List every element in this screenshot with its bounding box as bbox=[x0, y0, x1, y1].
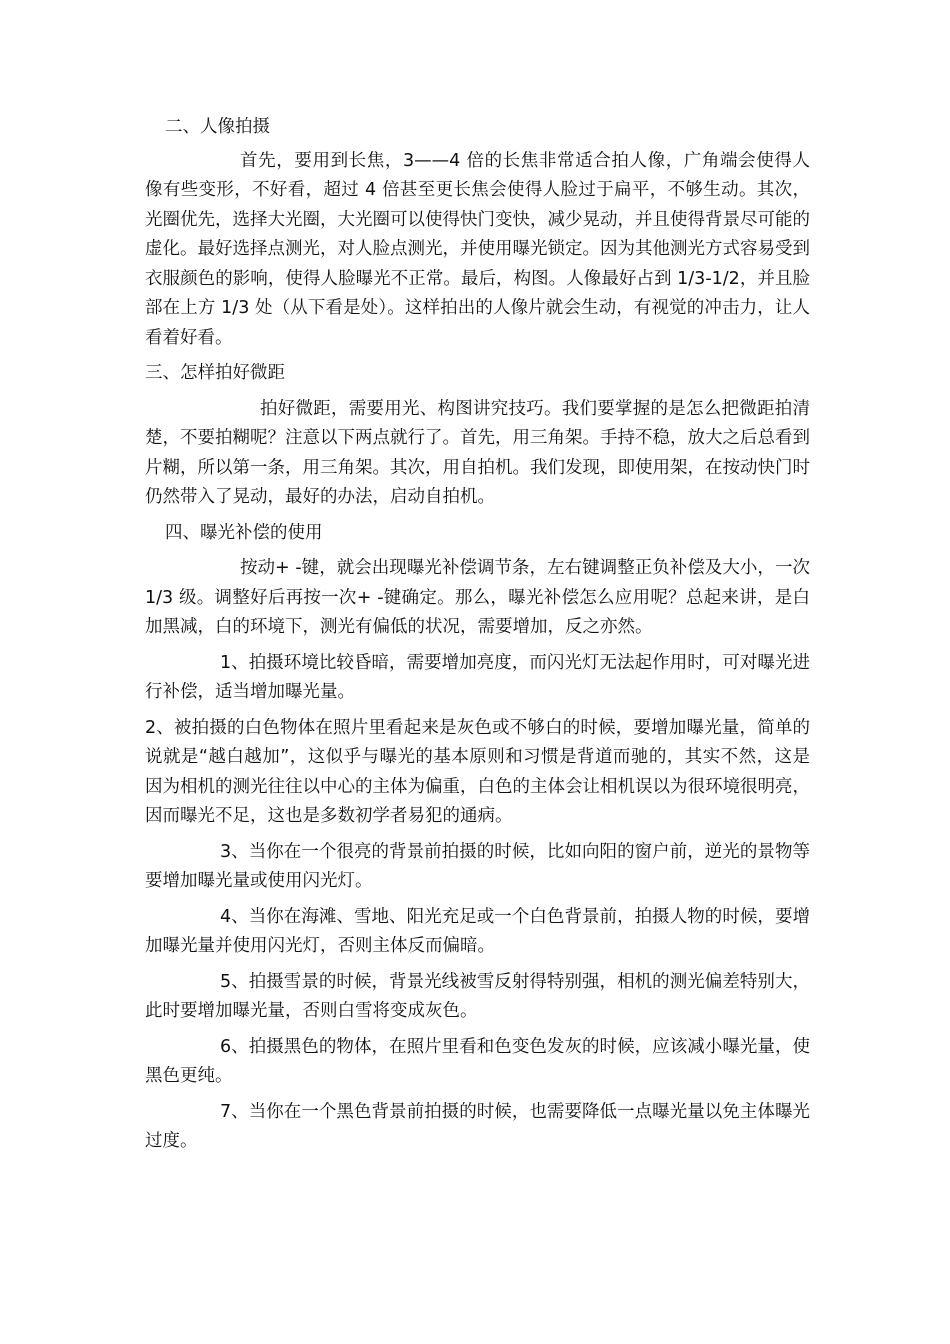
list-item-exposure-3: 3、当你在一个很亮的背景前拍摄的时候，比如向阳的窗户前，逆光的景物等要增加曝光量或使用闪光灯。 bbox=[145, 841, 810, 891]
list-item-exposure-1: 1、拍摄环境比较昏暗，需要增加亮度，而闪光灯无法起作用时，可对曝光进行补偿，适当增加曝光量。 bbox=[145, 652, 810, 702]
paragraph-macro: 拍好微距，需要用光、构图讲究技巧。我们要掌握的是怎么把微距拍清楚，不要拍糊呢？注意以下两点就行了。首先，用三角架。手持不稳，放大之后总看到片糊，所以第一条，用三角架。其次，用自拍机。我们发现，即使用架，在按动快门时仍然带入了晃动，最好的办法，启动自拍机。 bbox=[145, 398, 810, 507]
paragraph-exposure-intro: 按动+ -键，就会出现曝光补偿调节条，左右键调整正负补偿及大小，一次 1/3 级。调整好后再按一次+ -键确定。那么，曝光补偿怎么应用呢？总起来讲，是白加黑减，白的环境下，测光有偏低的状况，需要增加，反之亦然。 bbox=[145, 558, 810, 637]
list-item-exposure-4: 4、当你在海滩、雪地、阳光充足或一个白色背景前，拍摄人物的时候，要增加曝光量并使用闪光灯，否则主体反而偏暗。 bbox=[145, 906, 810, 956]
list-item-exposure-5: 5、拍摄雪景的时候，背景光线被雪反射得特别强，相机的测光偏差特别大，此时要增加曝光量，否则白雪将变成灰色。 bbox=[145, 971, 810, 1021]
list-item-exposure-7: 7、当你在一个黑色背景前拍摄的时候，也需要降低一点曝光量以免主体曝光过度。 bbox=[145, 1101, 810, 1151]
list-item-exposure-2: 2、被拍摄的白色物体在照片里看起来是灰色或不够白的时候，要增加曝光量，简单的说就是“越白越加”，这似乎与曝光的基本原则和习惯是背道而驰的，其实不然，这是因为相机的测光往往以中心的主体为偏重，白色的主体会让相机误以为很环境很明亮，因而曝光不足，这也是多数初学者易犯的通病。 bbox=[145, 717, 810, 826]
section-heading-portrait: 二、人像拍摄 bbox=[165, 117, 270, 137]
section-heading-exposure: 四、曝光补偿的使用 bbox=[165, 522, 323, 543]
section-heading-macro: 三、怎样拍好微距 bbox=[145, 363, 285, 383]
document-body bbox=[145, 113, 810, 1163]
list-item-exposure-6: 6、拍摄黑色的物体，在照片里看和色变色发灰的时候，应该减小曝光量，使黑色更纯。 bbox=[145, 1036, 810, 1086]
paragraph-portrait: 首先，要用到长焦，3——4 倍的长焦非常适合拍人像，广角端会使得人像有些变形，不好看，超过 4 倍甚至更长焦会使得人脸过于扁平，不够生动。其次，光圈优先，选择大光圈，大光圈可以使得快门变快，减少晃动，并且使得背景尽可能的虚化。最好选择点测光，对人脸点测光，并使用曝光锁定。因为其他测光方式容易受到衣服颜色的影响，使得人脸曝光不正常。最后，构图。人像最好占到 1/3-1/2，并且脸部在上方 1/3 处（从下看是处）。这样拍出的人像片就会生动，有视觉的冲击力，让人看着好看。 bbox=[145, 150, 810, 348]
